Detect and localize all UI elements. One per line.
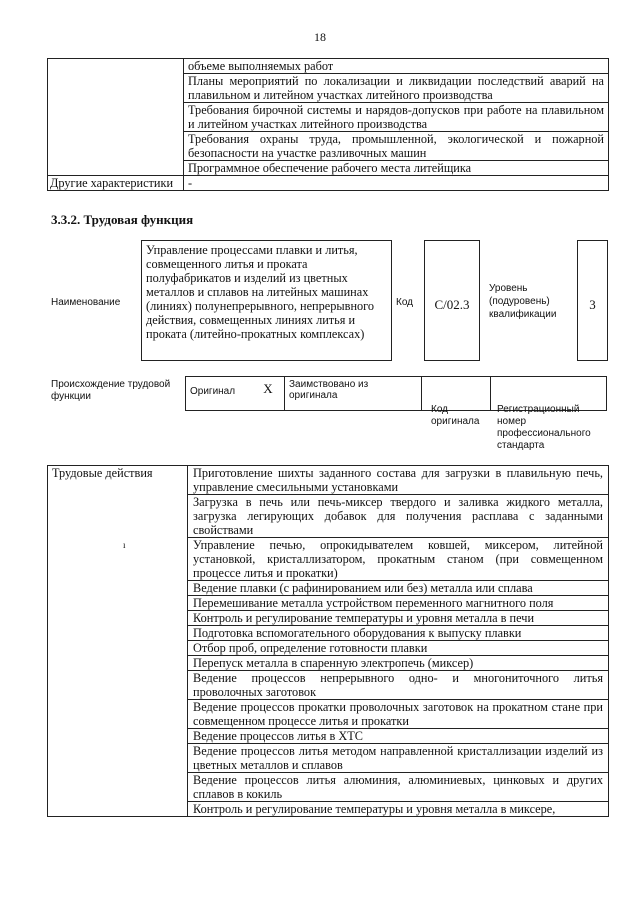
table-cell: Ведение процессов непрерывного одно- и многониточного литья проволочных заготовок bbox=[188, 671, 609, 700]
table-cell: Планы мероприятий по локализации и ликвидации последствий аварий на плавильном и литейном участках литейного производства bbox=[184, 74, 609, 103]
table-cell: Требования охраны труда, промышленной, экологической и пожарной безопасности на участке разливочных машин bbox=[184, 132, 609, 161]
table-cell: Загрузка в печь или печь-миксер твердого и заливка жидкого металла, загрузка легирующих добавок для получения расплава с заданными свойствами bbox=[188, 495, 609, 538]
table-cell-empty bbox=[48, 59, 184, 176]
table-cell: Подготовка вспомогательного оборудования к выпуску плавки bbox=[188, 626, 609, 641]
level-label: Уровень (подуровень) квалификации bbox=[489, 283, 557, 320]
table-cell: Программное обеспечение рабочего места литейщика bbox=[184, 161, 609, 176]
origin-label: Происхождение трудовой функции bbox=[51, 379, 171, 402]
table-cell: Ведение процессов литья в ХТС bbox=[188, 729, 609, 744]
table-cell: объеме выполняемых работ bbox=[184, 59, 609, 74]
table-cell: Перепуск металла в спаренную электропечь (миксер) bbox=[188, 656, 609, 671]
borrowed-label: Заимствовано из оригинала bbox=[285, 377, 422, 411]
other-characteristics-value: - bbox=[184, 176, 609, 191]
level-box: 3 bbox=[577, 240, 608, 361]
page-number: 18 bbox=[314, 30, 326, 44]
table-cell: Приготовление шихты заданного состава для загрузки в плавильную печь, управление смесильными установками bbox=[188, 466, 609, 495]
scan-mark: ı bbox=[123, 540, 126, 550]
table-cell: Требования бирочной системы и нарядов-допусков при работе на плавильном и литейном участках литейного производства bbox=[184, 103, 609, 132]
other-characteristics-label: Другие характеристики bbox=[48, 176, 184, 191]
original-label: Оригинал bbox=[186, 377, 253, 411]
table-cell: Контроль и регулирование температуры и уровня металла в миксере, bbox=[188, 802, 609, 817]
table-cell: Управление печью, опрокидывателем ковшей, миксером, литейной установкой, кристаллизатором, прокатным станом (при совмещенном процессе литья и прокатки) bbox=[188, 538, 609, 581]
code-caption: Код оригинала bbox=[431, 404, 480, 427]
section-heading: 3.3.2. Трудовая функция bbox=[51, 212, 194, 227]
table-row bbox=[48, 59, 609, 74]
table-cell: Ведение процессов литья алюминия, алюминиевых, цинковых и других сплавов в кокиль bbox=[188, 773, 609, 802]
code-label: Код bbox=[396, 297, 414, 308]
name-label: Наименование bbox=[51, 297, 121, 308]
table-cell: Ведение плавки (с рафинированием или без) металла или сплава bbox=[188, 581, 609, 596]
reg-caption: Регистрационный номер профессионального стандарта bbox=[497, 404, 591, 451]
function-code-box: C/02.3 bbox=[424, 240, 480, 361]
table-cell: Перемешивание металла устройством переменного магнитного поля bbox=[188, 596, 609, 611]
labor-actions-label: Трудовые действия bbox=[48, 466, 188, 817]
knowledge-table bbox=[47, 58, 609, 191]
table-row bbox=[48, 466, 609, 495]
table-cell: Контроль и регулирование температуры и уровня металла в печи bbox=[188, 611, 609, 626]
table-cell: Ведение процессов литья методом направленной кристаллизации изделий из цветных металлов и сплавов bbox=[188, 744, 609, 773]
table-cell: Отбор проб, определение готовности плавки bbox=[188, 641, 609, 656]
labor-actions-table bbox=[47, 465, 609, 817]
function-name-box: Управление процессами плавки и литья, совмещенного литья и проката полуфабрикатов и изделий из цветных металлов и сплавов на литейных машинах (линиях) полунепрерывного, непрерывного действия, совмещенных линиях литья и проката (литейно-прокатных комплексах) bbox=[141, 240, 392, 361]
table-cell: Ведение процессов прокатки проволочных заготовок на прокатном стане при совмещенном процессе литья и прокатки bbox=[188, 700, 609, 729]
original-mark: X bbox=[252, 377, 285, 411]
table-row bbox=[48, 176, 609, 191]
